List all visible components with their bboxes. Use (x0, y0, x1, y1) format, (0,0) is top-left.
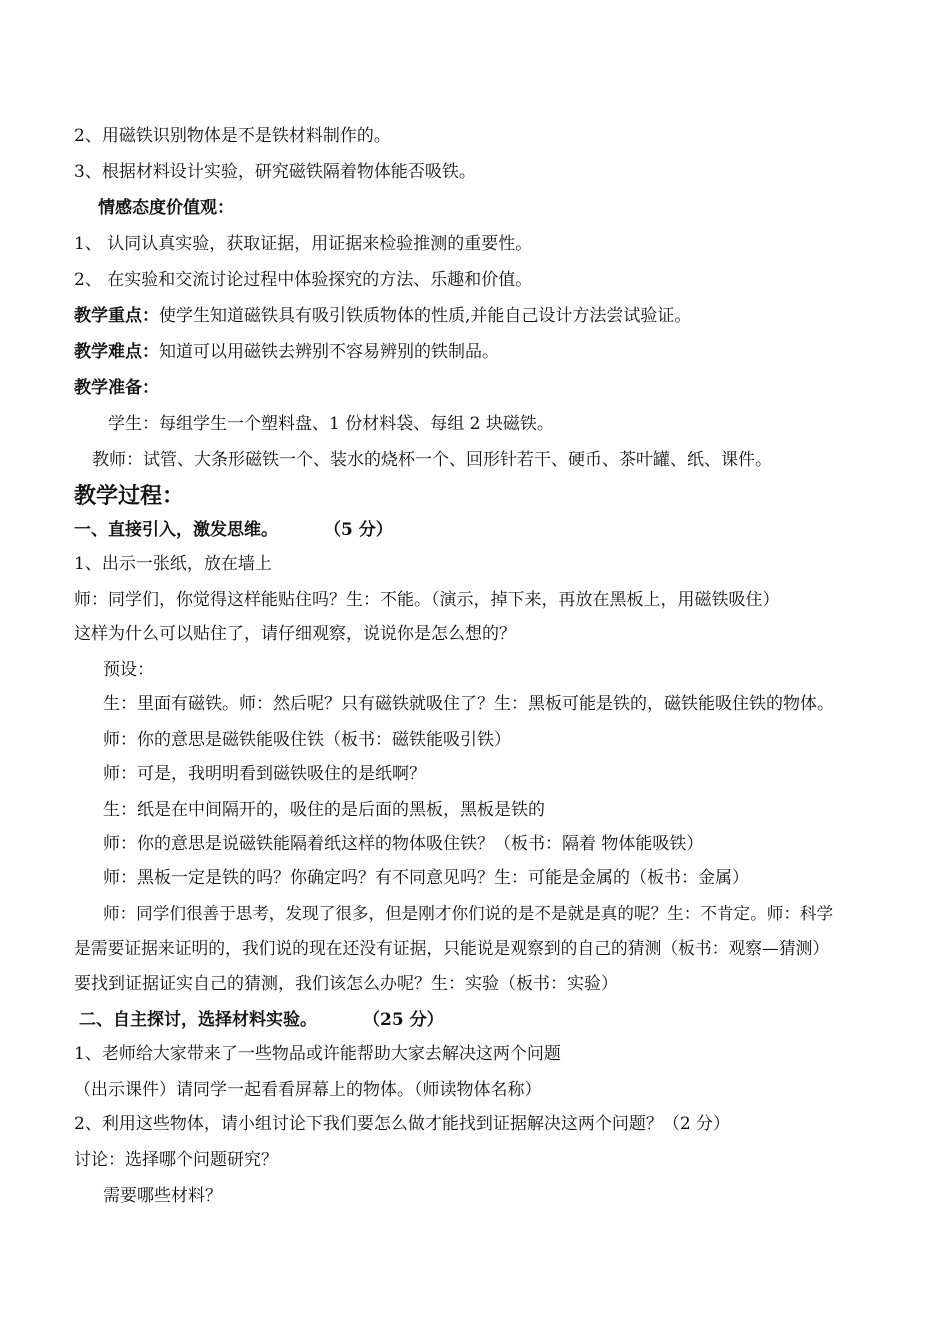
difficult-point-text: 知道可以用磁铁去辨别不容易辨别的铁制品。 (159, 342, 499, 362)
para-7: 师：可是，我明明看到磁铁吸住的是纸啊？ (103, 764, 426, 784)
para-18: 需要哪些材料？ (103, 1186, 222, 1206)
prep-title: 教学准备： (74, 378, 159, 398)
prep-teacher: 教师：试管、大条形磁铁一个、装水的烧杯一个、回形针若干、硬币、茶叶罐、纸、课件。 (92, 450, 772, 470)
para-2: 师：同学们，你觉得这样能贴住吗？生：不能。（演示，掉下来，再放在黑板上，用磁铁吸住） (74, 590, 780, 610)
section-2-heading (79, 1008, 444, 1032)
para-9: 师：你的意思是说磁铁能隔着纸这样的物体吸住铁？（板书：隔着 物体能吸铁） (103, 834, 704, 854)
para-11: 师：同学们很善于思考，发现了很多，但是刚才你们说的是不是就是真的呢？生：不肯定。师：科学 (103, 904, 834, 923)
para-8: 生：纸是在中间隔开的，吸住的是后面的黑板，黑板是铁的 (103, 800, 545, 820)
para-15: （出示课件）请同学一起看看屏幕上的物体。（师读物体名称） (74, 1080, 542, 1100)
para-16: 2、利用这些物体，请小组讨论下我们要怎么做才能找到证据解决这两个问题？（2 分） (74, 1114, 731, 1134)
para-4: 预设： (103, 660, 154, 680)
difficult-point (74, 340, 499, 364)
para-1: 1、出示一张纸，放在墙上 (74, 554, 272, 574)
section-1-heading (74, 518, 393, 542)
para-12: 是需要证据来证明的，我们说的现在还没有证据，只能说是观察到的自己的猜测（板书：观察—猜测） (74, 938, 830, 958)
objective-3: 3、根据材料设计实验，研究磁铁隔着物体能否吸铁。 (74, 162, 476, 182)
para-14: 1、老师给大家带来了一些物品或许能帮助大家去解决这两个问题 (74, 1044, 561, 1064)
key-point-text: 使学生知道磁铁具有吸引铁质物体的性质,并能自己设计方法尝试验证。 (159, 306, 692, 326)
para-5: 生：里面有磁铁。师：然后呢？只有磁铁就吸住了？生：黑板可能是铁的，磁铁能吸住铁的物体。 (103, 694, 834, 714)
para-10: 师：黑板一定是铁的吗？你确定吗？有不同意见吗？生：可能是金属的（板书：金属） (103, 868, 749, 888)
prep-student: 学生：每组学生一个塑料盘、1 份材料袋、每组 2 块磁铁。 (108, 414, 554, 434)
section-2-title: 二、自主探讨，选择材料实验。 (79, 1010, 317, 1030)
section-2-time: （25 分） (363, 1010, 444, 1030)
process-title: 教学过程： (74, 483, 185, 509)
difficult-point-label: 教学难点： (74, 342, 159, 362)
para-17: 讨论：选择哪个问题研究？ (74, 1150, 278, 1170)
para-3: 这样为什么可以贴住了，请仔细观察，说说你是怎么想的？ (74, 624, 516, 644)
objective-2: 2、用磁铁识别物体是不是铁材料制作的。 (74, 126, 391, 146)
key-point (74, 304, 691, 328)
key-point-label: 教学重点： (74, 306, 159, 326)
section-1-title: 一、直接引入，激发思维。 (74, 520, 278, 540)
emotion-title: 情感态度价值观： (98, 198, 234, 218)
emotion-1: 1、 认同认真实验，获取证据，用证据来检验推测的重要性。 (74, 234, 533, 254)
emotion-2: 2、 在实验和交流讨论过程中体验探究的方法、乐趣和价值。 (74, 270, 533, 290)
section-1-time: （5 分） (324, 520, 393, 540)
para-6: 师：你的意思是磁铁能吸住铁（板书：磁铁能吸引铁） (103, 730, 511, 750)
para-13: 要找到证据证实自己的猜测，我们该怎么办呢？生：实验（板书：实验） (74, 974, 618, 994)
